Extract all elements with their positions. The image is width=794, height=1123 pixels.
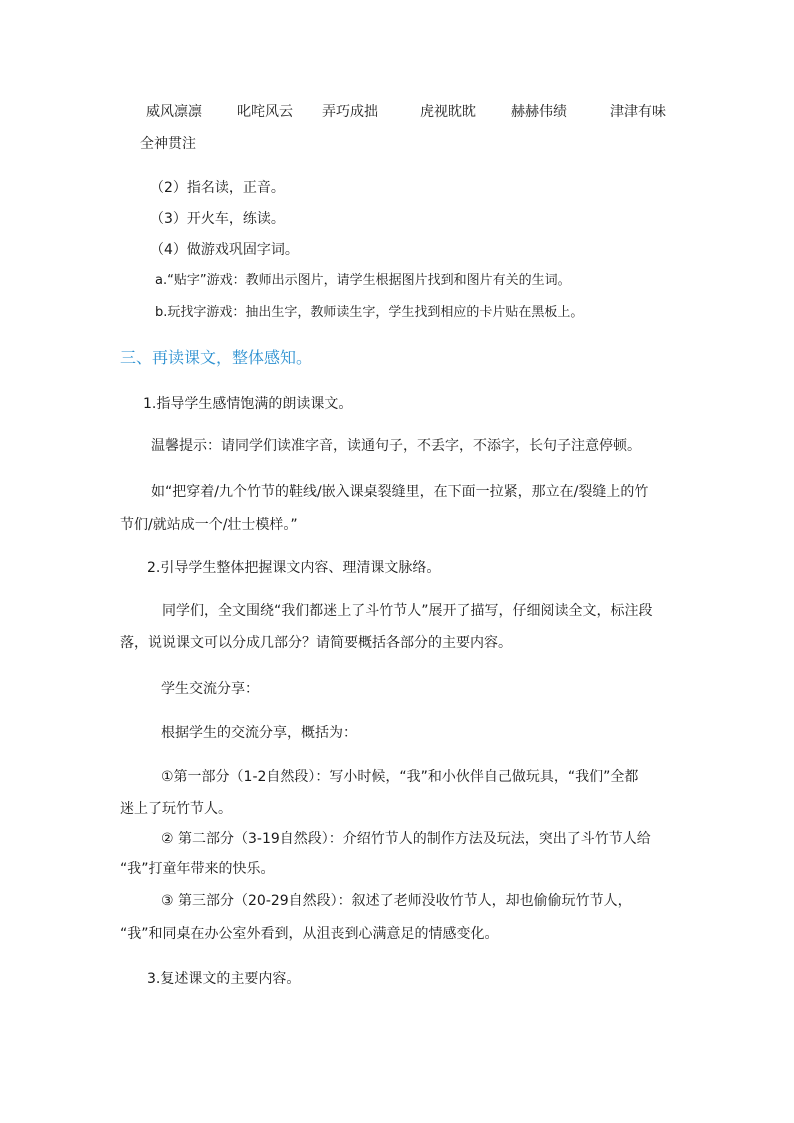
item-2-paragraph-cont: 落，说说课文可以分成几部分？请简要概括各部分的主要内容。 xyxy=(120,635,512,651)
vocab-word: 虎视眈眈 xyxy=(420,104,476,120)
vocab-word: 叱咤风云 xyxy=(237,104,293,120)
part-1-cont: 迷上了玩竹节人。 xyxy=(120,801,232,817)
step-3: （3）开火车，练读。 xyxy=(150,211,285,227)
step-4: （4）做游戏巩固字词。 xyxy=(150,242,299,258)
part-1: ①第一部分（1-2自然段）：写小时候，“我”和小伙伴自己做玩具，“我们”全都 xyxy=(161,769,639,785)
vocab-word: 威风凛凛 xyxy=(146,104,202,120)
item-3-title: 3.复述课文的主要内容。 xyxy=(147,971,301,987)
vocab-word: 津津有味 xyxy=(610,104,666,120)
section-title: 三、再读课文，整体感知。 xyxy=(120,348,313,367)
vocab-word: 赫赫伟绩 xyxy=(511,104,567,120)
step-4a: a.“贴字”游戏：教师出示图片，请学生根据图片找到和图片有关的生词。 xyxy=(155,273,571,288)
part-2-cont: “我”打童年带来的快乐。 xyxy=(120,861,275,877)
vocab-word: 全神贯注 xyxy=(140,136,196,152)
part-2: ② 第二部分（3-19自然段）：介绍竹节人的制作方法及玩法，突出了斗竹节人给 xyxy=(161,831,651,847)
step-2: （2）指名读，正音。 xyxy=(150,180,285,196)
item-2-title: 2.引导学生整体把握课文内容、理清课文脉络。 xyxy=(147,560,441,576)
item-1-tip: 温馨提示：请同学们读准字音，读通句子，不丢字，不添字，长句子注意停顿。 xyxy=(151,438,641,454)
item-1-example-cont: 节们/就站成一个/壮士模样。” xyxy=(120,517,298,533)
part-3: ③ 第三部分（20-29自然段）：叙述了老师没收竹节人，却也偷偷玩竹节人， xyxy=(161,893,632,909)
item-2-paragraph: 同学们，全文围绕“我们都迷上了斗竹节人”展开了描写，仔细阅读全文，标注段 xyxy=(162,603,653,619)
summary-label: 根据学生的交流分享，概括为： xyxy=(161,725,357,741)
step-4b: b.玩找字游戏：抽出生字，教师读生字，学生找到相应的卡片贴在黑板上。 xyxy=(155,305,584,320)
student-share-label: 学生交流分享： xyxy=(161,681,259,697)
item-1-title: 1.指导学生感情饱满的朗读课文。 xyxy=(143,396,353,412)
part-3-cont: “我”和同桌在办公室外看到，从沮丧到心满意足的情感变化。 xyxy=(120,926,499,942)
vocab-word: 弄巧成拙 xyxy=(322,104,378,120)
item-1-example: 如“把穿着/九个竹节的鞋线/嵌入课桌裂缝里，在下面一拉紧，那立在/裂缝上的竹 xyxy=(151,484,649,500)
